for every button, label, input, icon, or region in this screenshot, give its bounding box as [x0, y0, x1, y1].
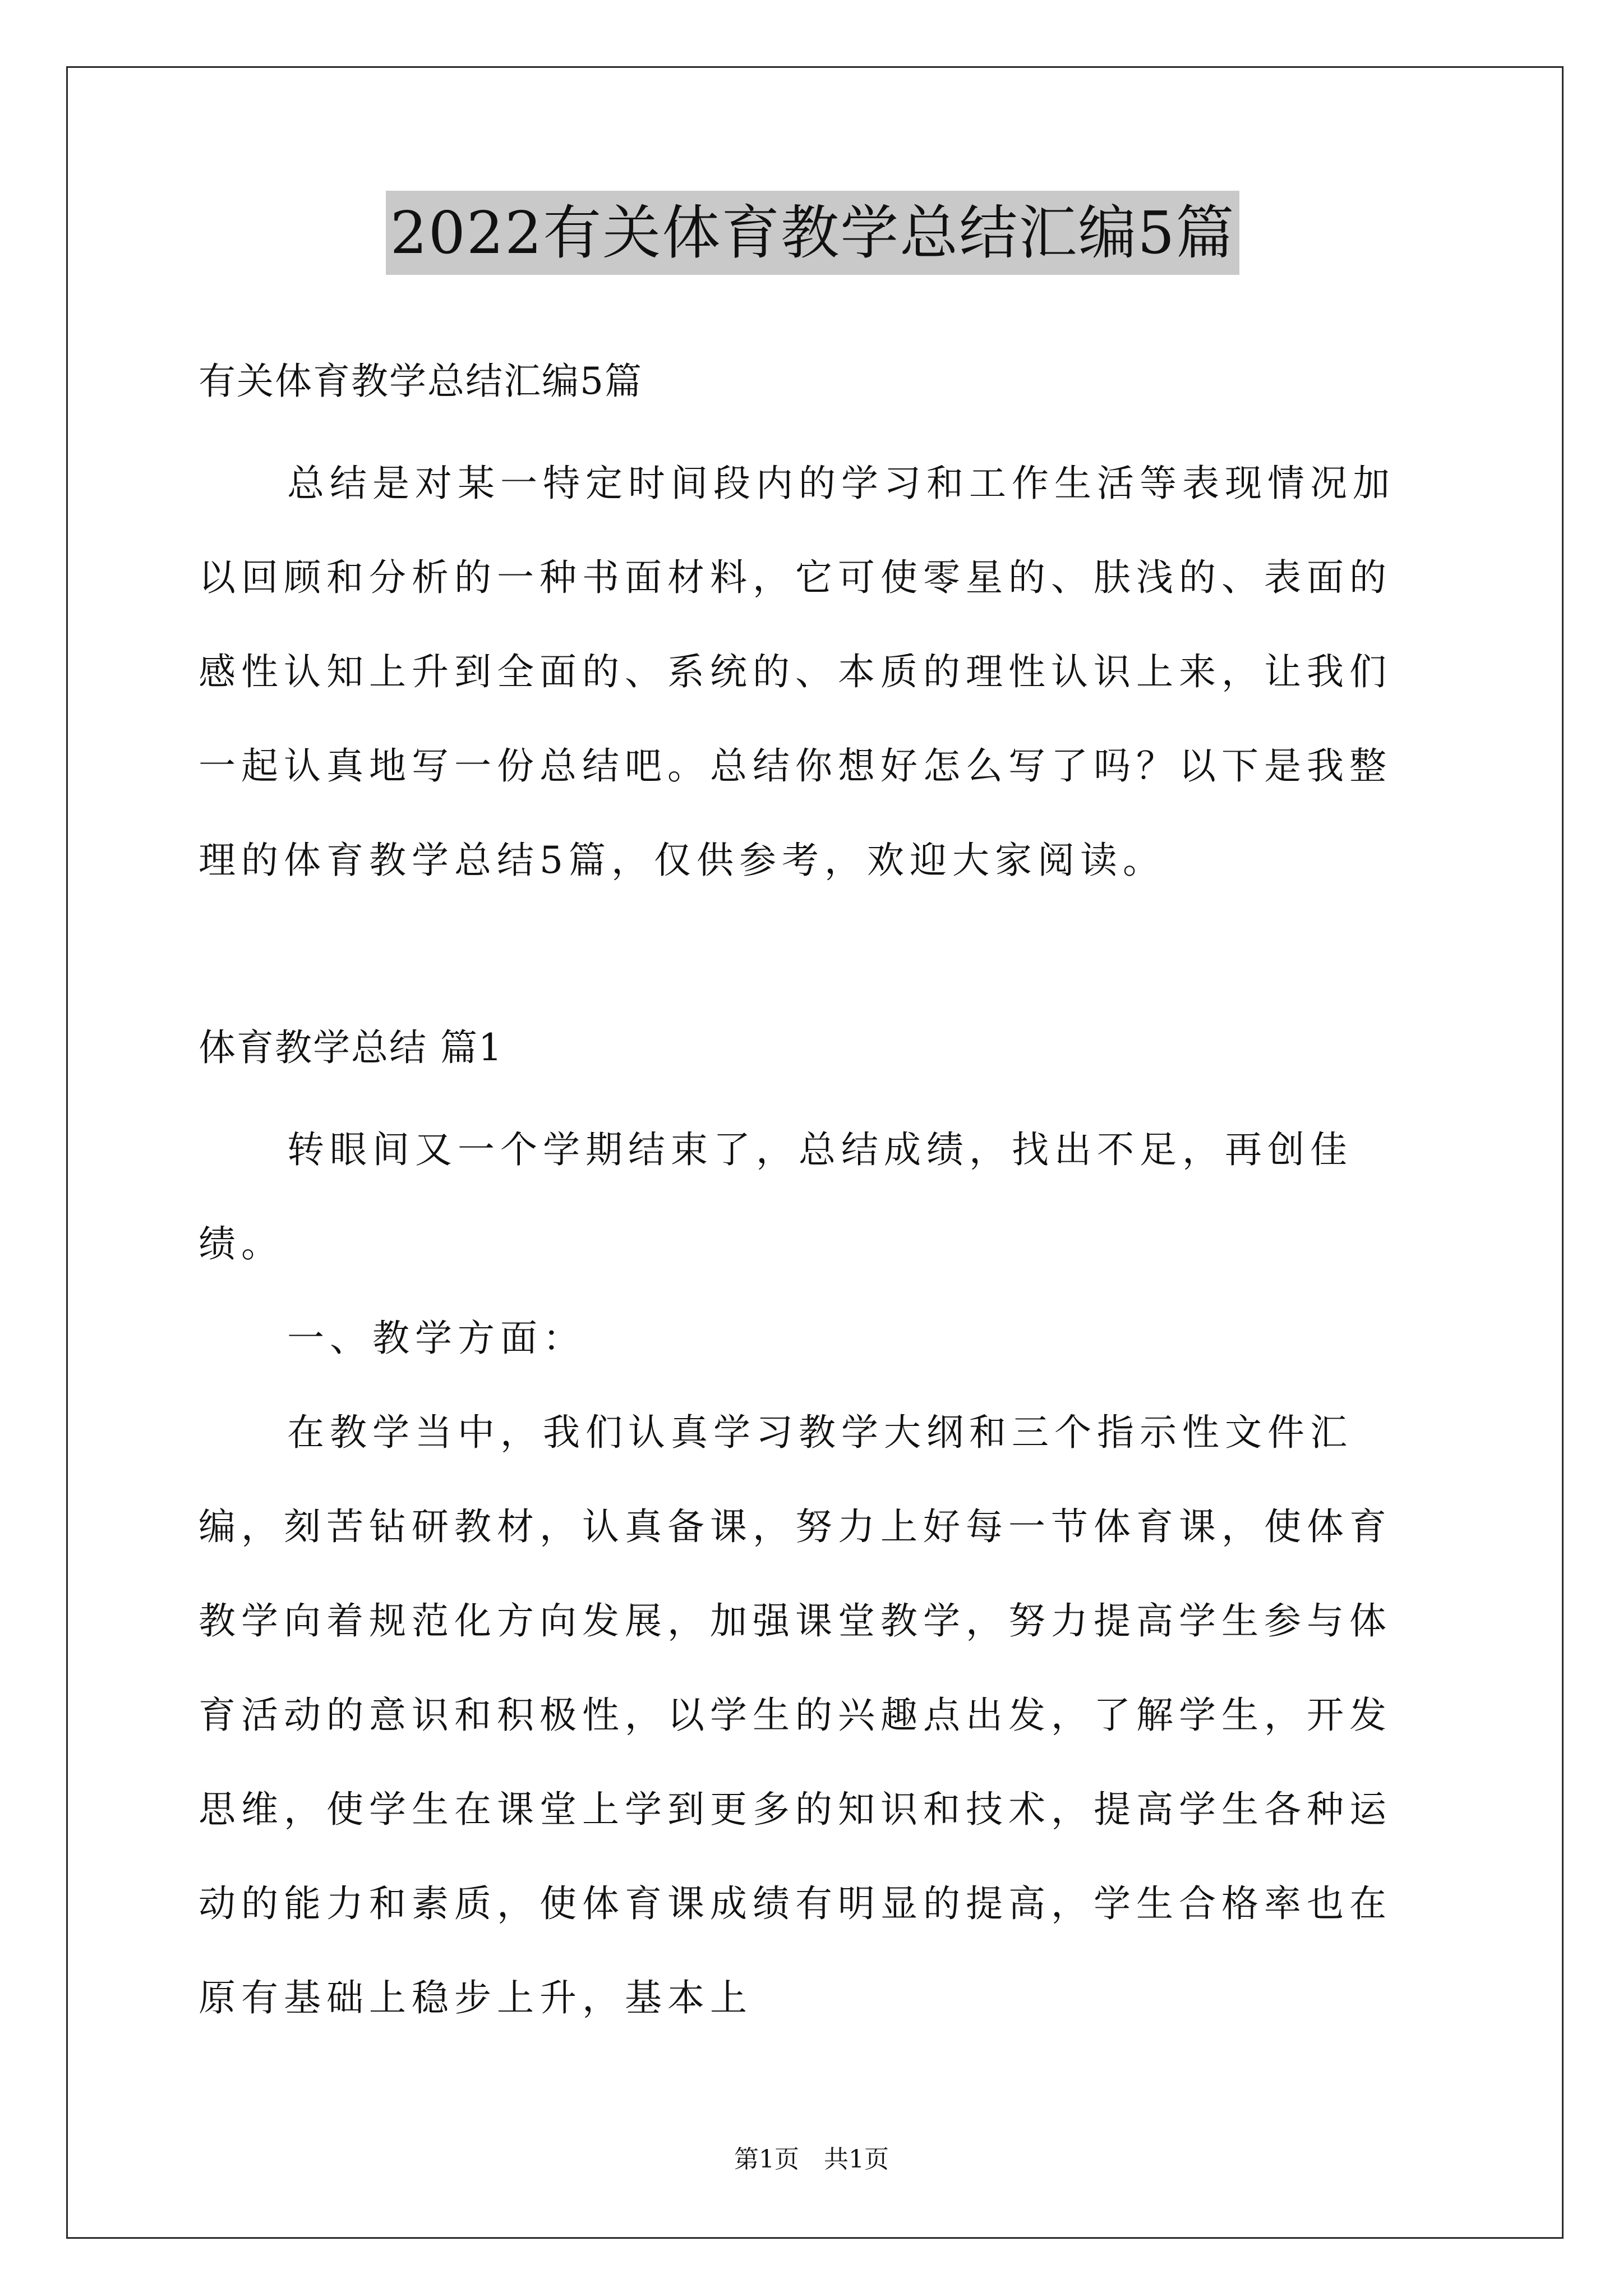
document-subtitle: 有关体育教学总结汇编5篇 — [199, 360, 643, 403]
page-footer: 第1页 共1页 — [734, 2145, 889, 2174]
document-title: 2022有关体育教学总结汇编5篇 — [386, 191, 1240, 275]
body-paragraph-2: 一、教学方面： — [287, 1317, 585, 1360]
section-spacer — [199, 908, 1427, 1014]
section-heading: 体育教学总结 篇1 — [199, 1026, 503, 1069]
document-body — [199, 191, 1427, 2045]
body-paragraph-1: 转眼间又一个学期结束了，总结成绩，找出不足，再创佳绩。 — [199, 1128, 1353, 1266]
title-container — [199, 191, 1427, 275]
intro-paragraph: 总结是对某一特定时间段内的学习和工作生活等表现情况加以回顾和分析的一种书面材料，它可使零星的、肤浅的、表面的感性认知上升到全面的、系统的、本质的理性认识上来，让我们一起认真地写一份总结吧。总结你想好怎么写了吗？以下是我整理的体育教学总结5篇，仅供参考，欢迎大家阅读。 — [199, 462, 1395, 882]
body-paragraph-3: 在教学当中，我们认真学习教学大纲和三个指示性文件汇编，刻苦钻研教材，认真备课，努力上好每一节体育课，使体育教学向着规范化方向发展，加强课堂教学，努力提高学生参与体育活动的意识和积极性，以学生的兴趣点出发，了解学生，开发思维，使学生在课堂上学到更多的知识和技术，提高学生各种运动的能力和素质，使体育课成绩有明显的提高，学生合格率也在原有基础上稳步上升，基本上 — [199, 1411, 1392, 2019]
